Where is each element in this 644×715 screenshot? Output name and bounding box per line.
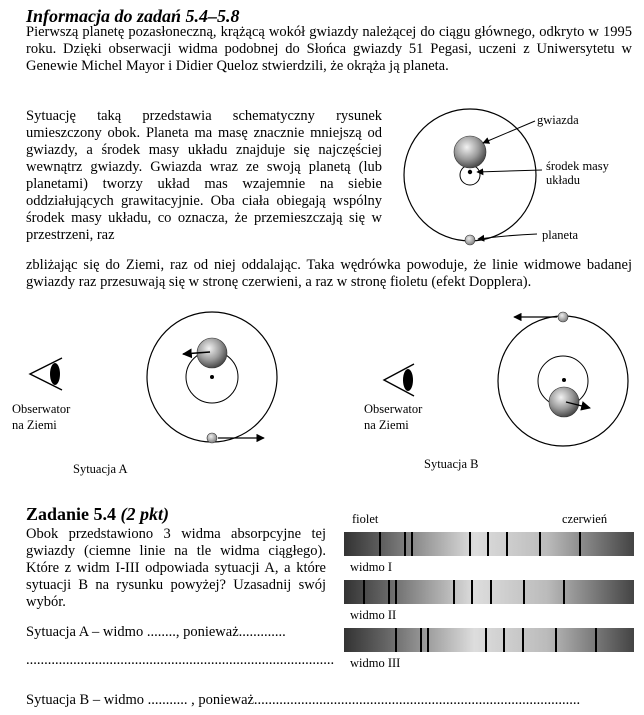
task-points: (2 pkt) — [120, 504, 170, 524]
observer-label-b-1: Obserwator — [364, 402, 423, 416]
system-diagram — [404, 109, 542, 245]
info-paragraph-2: Sytuację taką przedstawia schematyczny rysunek umieszczony obok. Planeta ma masę znacznie mniejszą od gwiazdy, a środek masy układu znajduje się najczęściej wewnątrz gwiazdy. Gwiazda wraz ze swoją planetą (lub planetami) tworzy układ mas wzajemnie na siebie oddziałujących grawitacyjnie. Oba ciała obiegają wspólny środek masy układu, co oznacza, że przemieszczają się w przestrzeni, raz — [26, 108, 382, 243]
situation-a-label: Sytuacja A — [73, 462, 128, 476]
observer-label-a-2: na Ziemi — [12, 418, 57, 432]
spectrum-red-label: czerwień — [562, 512, 608, 526]
answer-situation-a-continuation[interactable]: ..................................................................................... — [26, 652, 335, 668]
planet-icon — [207, 433, 217, 443]
task-text: Obok przedstawiono 3 widma absorpcyjne tej gwiazdy (ciemne linie na tle widma ciągłego). Które z widm I-III odpowiada sytuacji A, a które sytuacji B na rysunku powyżej? Uzasadnij swój wybór. — [26, 526, 326, 610]
task-title-text: Zadanie 5.4 — [26, 504, 117, 524]
spectrum-1 — [344, 532, 634, 556]
spectrum-2-label: widmo II — [350, 608, 397, 622]
label-center-mass-2: układu — [546, 173, 581, 187]
label-star: gwiazda — [537, 113, 579, 127]
situation-b-diagram — [384, 312, 628, 446]
planet-icon — [558, 312, 568, 322]
task-title — [26, 504, 169, 525]
label-center-mass-1: środek masy — [546, 159, 609, 173]
answer-situation-b[interactable]: Sytuacja B – widmo ........... , ponieważ.......................................................................................... — [26, 692, 581, 708]
situation-b-label: Sytuacja B — [424, 457, 479, 471]
label-planet: planeta — [542, 228, 579, 242]
spectrum-3 — [344, 628, 634, 652]
spectrum-1-label: widmo I — [350, 560, 393, 574]
planet-icon — [465, 235, 475, 245]
info-paragraph-3: zbliżając się do Ziemi, raz od niej oddalając. Taka wędrówka powoduje, że linie widmowe badanej gwiazdy raz przesuwają się w stronę czerwieni, a raz w stronę fioletu (efekt Dopplera). — [26, 257, 632, 290]
observer-label-a-1: Obserwator — [12, 402, 71, 416]
spectrum-3-label: widmo III — [350, 656, 401, 670]
spectrum-violet-label: fiolet — [352, 512, 379, 526]
center-of-mass-dot — [468, 170, 472, 174]
star-icon — [454, 136, 486, 168]
info-title: Informacja do zadań 5.4–5.8 — [26, 6, 240, 26]
answer-situation-a[interactable]: Sytuacja A – widmo ........, ponieważ............. — [26, 624, 286, 640]
observer-label-b-2: na Ziemi — [364, 418, 409, 432]
info-paragraph-1: Pierwszą planetę pozasłoneczną, krążącą wokół gwiazdy należącej do ciągu głównego, odkryto w 1995 roku. Dzięki obserwacji widma podobnej do Słońca gwiazdy 51 Pegasi, uczeni z Uniwersytetu w Genewie Michel Mayor i Didier Queloz stwierdzili, że okrąża ją planeta. — [26, 24, 632, 74]
spectrum-2 — [344, 580, 634, 604]
situation-a-diagram — [30, 312, 277, 443]
star-icon — [549, 387, 579, 417]
